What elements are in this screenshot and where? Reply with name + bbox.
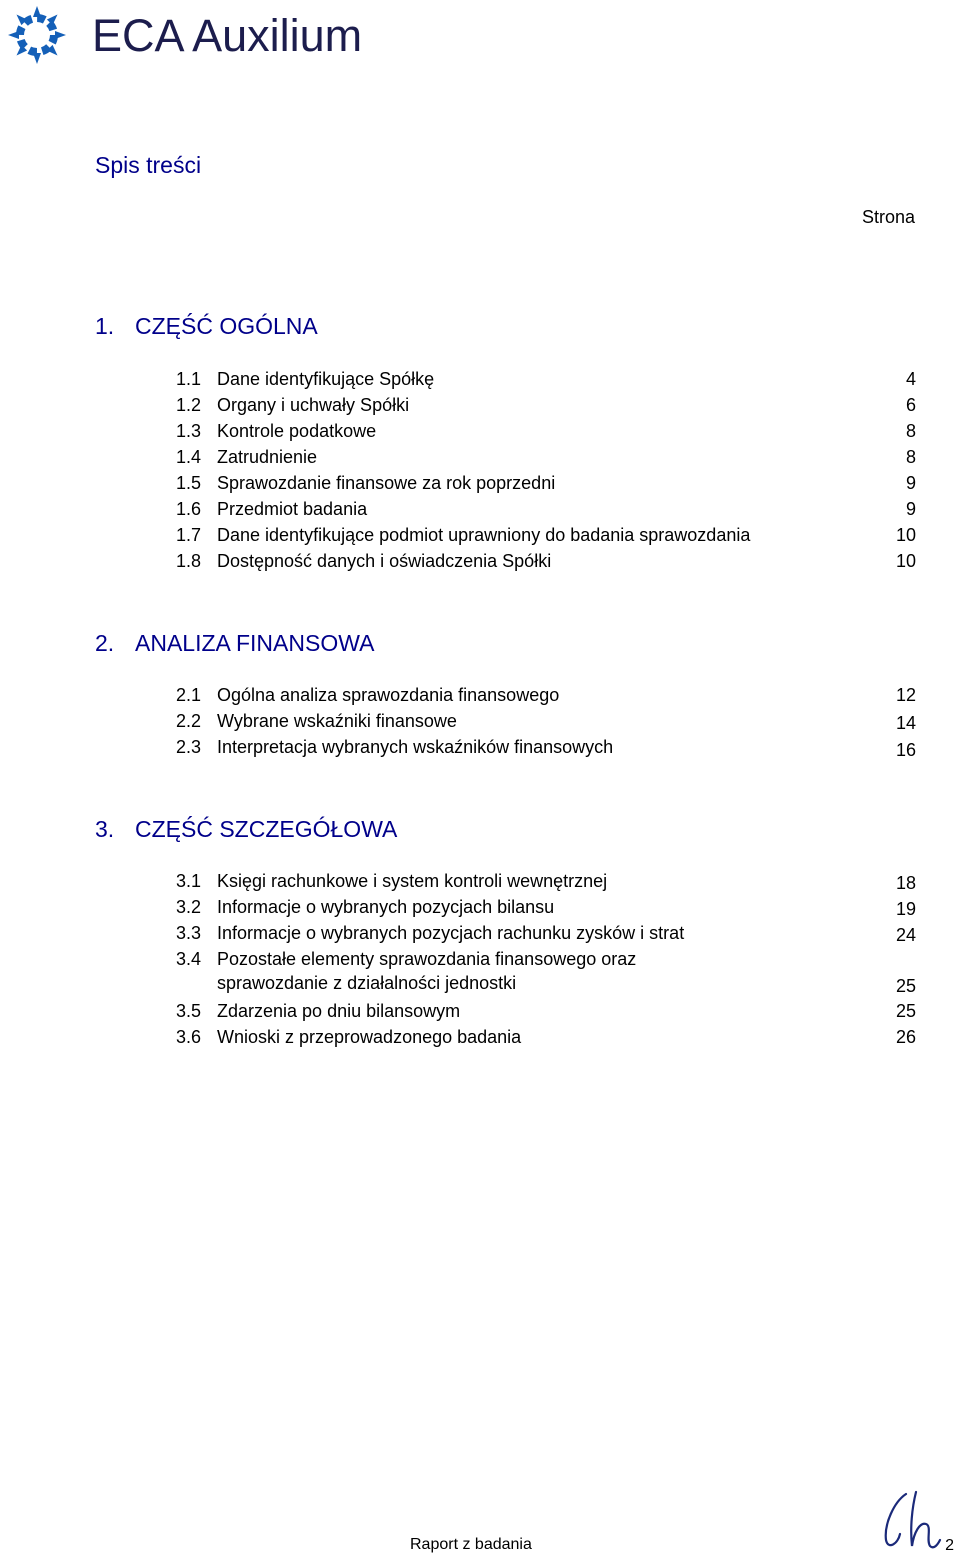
entry-label: Organy i uchwały Spółki [217,395,410,415]
entry-number: 1.3 [176,421,202,441]
entry-page: 9 [905,499,916,519]
entry-label: Informacje o wybranych pozycjach bilansu [217,897,555,917]
entry-number: 3.2 [176,897,202,917]
entry-number: 1.6 [176,499,202,519]
section-number: 1. [95,313,115,339]
entry-page: 9 [905,473,916,493]
entry-number: 1.8 [176,551,202,571]
toc-entry[interactable] [176,947,916,997]
section-title: CZĘŚĆ OGÓLNA [135,313,318,339]
entry-number: 2.1 [176,685,202,705]
entry-number: 1.2 [176,395,202,415]
entry-label: Przedmiot badania [217,499,368,519]
page-title: Spis treści [95,152,202,178]
entry-label: Zdarzenia po dniu bilansowym [217,1001,461,1021]
section-heading [95,313,318,340]
entry-label: Dane identyfikujące podmiot uprawniony do badania sprawozdania [217,525,751,545]
page-column-label: Strona [861,207,915,227]
entry-page: 10 [895,525,916,545]
entry-page: 10 [895,551,916,571]
footer-page-number: 2 [945,1537,954,1554]
entry-page: 6 [905,395,916,415]
entry-label: Zatrudnienie [217,447,318,467]
handwritten-signature-icon [876,1488,942,1554]
entry-number: 1.5 [176,473,202,493]
entry-label: Wnioski z przeprowadzonego badania [217,1027,522,1047]
entry-number: 3.4 [176,949,202,969]
entry-number: 1.1 [176,369,202,389]
footer-report-label: Raport z badania [410,1536,532,1553]
entry-page: 19 [895,899,916,919]
entry-label-continuation: sprawozdanie z działalności jednostki [217,973,517,993]
entry-label: Dane identyfikujące Spółkę [217,369,435,389]
entry-page: 18 [895,873,916,893]
section-heading [95,630,374,657]
entry-label: Dostępność danych i oświadczenia Spółki [217,551,552,571]
entry-page: 8 [905,421,916,441]
entry-label: Księgi rachunkowe i system kontroli wewnętrznej [217,871,608,891]
entry-number: 3.1 [176,871,202,891]
section-heading [95,816,397,843]
entry-page: 4 [905,369,916,389]
eca-star-logo-icon [6,4,68,66]
entry-page: 16 [895,740,916,760]
company-logo [6,4,406,68]
entry-page: 26 [895,1027,916,1047]
section-number: 3. [95,816,115,842]
entry-page: 25 [895,1001,916,1021]
entry-page: 25 [895,976,916,996]
entry-label: Kontrole podatkowe [217,421,377,441]
entry-number: 3.6 [176,1027,202,1047]
entry-number: 1.4 [176,447,202,467]
entry-page: 8 [905,447,916,467]
entry-page: 14 [895,713,916,733]
entry-number: 2.2 [176,711,202,731]
entry-number: 3.3 [176,923,202,943]
entry-number: 2.3 [176,737,202,757]
entry-page: 24 [895,925,916,945]
section-title: ANALIZA FINANSOWA [135,630,375,656]
logo-text: ECA Auxilium [92,10,363,61]
entry-label: Pozostałe elementy sprawozdania finansowego oraz [217,949,637,969]
entry-label: Sprawozdanie finansowe za rok poprzedni [217,473,556,493]
entry-number: 3.5 [176,1001,202,1021]
entry-label: Interpretacja wybranych wskaźników finansowych [217,737,614,757]
entry-label: Ogólna analiza sprawozdania finansowego [217,685,560,705]
entry-label: Wybrane wskaźniki finansowe [217,711,457,731]
section-number: 2. [95,630,115,656]
entry-page: 12 [895,685,916,705]
section-title: CZĘŚĆ SZCZEGÓŁOWA [135,816,398,842]
entry-number: 1.7 [176,525,202,545]
entry-label: Informacje o wybranych pozycjach rachunku zysków i strat [217,923,685,943]
